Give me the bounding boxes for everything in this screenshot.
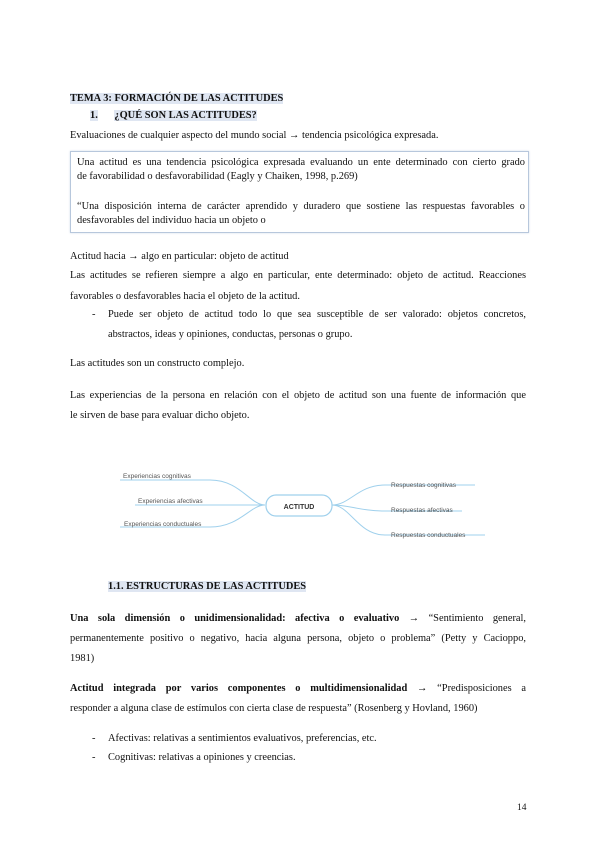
unidimensional-line-1 [70,612,526,626]
bullet-dash: - [92,733,96,744]
quote-2-line-2: desfavorables del individuo hacia un objeto o [77,215,266,226]
quote-1-line-1: Una actitud es una tendencia psicológica expresada evaluando un ente determinado con cierto grado [77,157,525,168]
intro-text: Evaluaciones de cualquier aspecto del mundo social → tendencia psicológica expresada. [70,130,439,141]
paragraph-3: Las actitudes son un constructo complejo. [70,358,245,369]
unidimensional-line-3: 1981) [70,653,95,664]
multidimensional-def-start: → “Predisposiciones a [407,683,527,694]
paragraph-4-line-1: Las experiencias de la persona en relación con el objeto de actitud son una fuente de información que [70,390,526,401]
section-title: ¿QUÉ SON LAS ACTITUDES? [114,110,257,121]
unidimensional-term: Una sola dimensión o unidimensionalidad: afectiva o evaluativo [70,613,400,624]
mindmap-right-2: Respuestas afectivas [391,507,453,514]
quote-2-line-1: “Una disposición interna de carácter aprendido y duradero que sostiene las respuestas favorables o [77,201,525,212]
subsection-heading [108,580,306,594]
page-title [70,92,283,106]
list-item-cognitivas: Cognitivas: relativas a opiniones y creencias. [108,752,296,763]
unidimensional-def-start: → “Sentimiento general, [399,613,527,624]
mindmap-center-label: ACTITUD [283,504,315,511]
mindmap-right-3: Respuestas conductuales [391,532,466,539]
chapter-title: TEMA 3: FORMACIÓN DE LAS ACTITUDES [70,93,284,104]
bullet-1-line-1: Puede ser objeto de actitud todo lo que sea susceptible de ser valorado: objetos concretos, [108,309,526,320]
paragraph-2-line-1: Las actitudes se refieren siempre a algo en particular, ente determinado: objeto de actitud. Reacciones [70,270,526,281]
multidimensional-line-1 [70,682,526,696]
mindmap-left-1: Experiencias cognitivas [123,473,191,480]
unidimensional-line-2: permanentemente positivo o negativo, hacia alguna persona, objeto o problema” (Petty y Cacioppo, [70,633,526,644]
mindmap-right-1: Respuestas cognitivas [391,482,457,489]
quote-1-line-2: de favorabilidad o desfavorabilidad (Eagly y Chaiken, 1998, p.269) [77,171,358,182]
bullet-1-line-2: abstractos, ideas y opiniones, conductas, personas o grupo. [108,329,353,340]
multidimensional-term: Actitud integrada por varios componentes o multidimensionalidad [70,683,408,694]
paragraph-4-line-2: le sirven de base para evaluar dicho objeto. [70,410,250,421]
page-number: 14 [517,803,527,813]
mindmap-left-3: Experiencias conductuales [124,521,202,528]
mindmap-left-2: Experiencias afectivas [138,498,203,505]
list-item-afectivas: Afectivas: relativas a sentimientos evaluativos, preferencias, etc. [108,733,377,744]
paragraph-actitud-hacia: Actitud hacia → algo en particular: objeto de actitud [70,251,289,262]
section-heading [90,109,257,123]
paragraph-2-line-2: favorables o desfavorables hacia el objeto de la actitud. [70,291,300,302]
multidimensional-line-2: responder a alguna clase de estímulos con cierta clase de respuesta” (Rosenberg y Hovland, 1960) [70,703,478,714]
bullet-dash: - [92,752,96,763]
subsection-title: 1.1. ESTRUCTURAS DE LAS ACTITUDES [108,581,307,592]
bullet-dash: - [92,309,96,320]
section-number: 1. [90,110,98,121]
attitude-mindmap [100,465,500,545]
